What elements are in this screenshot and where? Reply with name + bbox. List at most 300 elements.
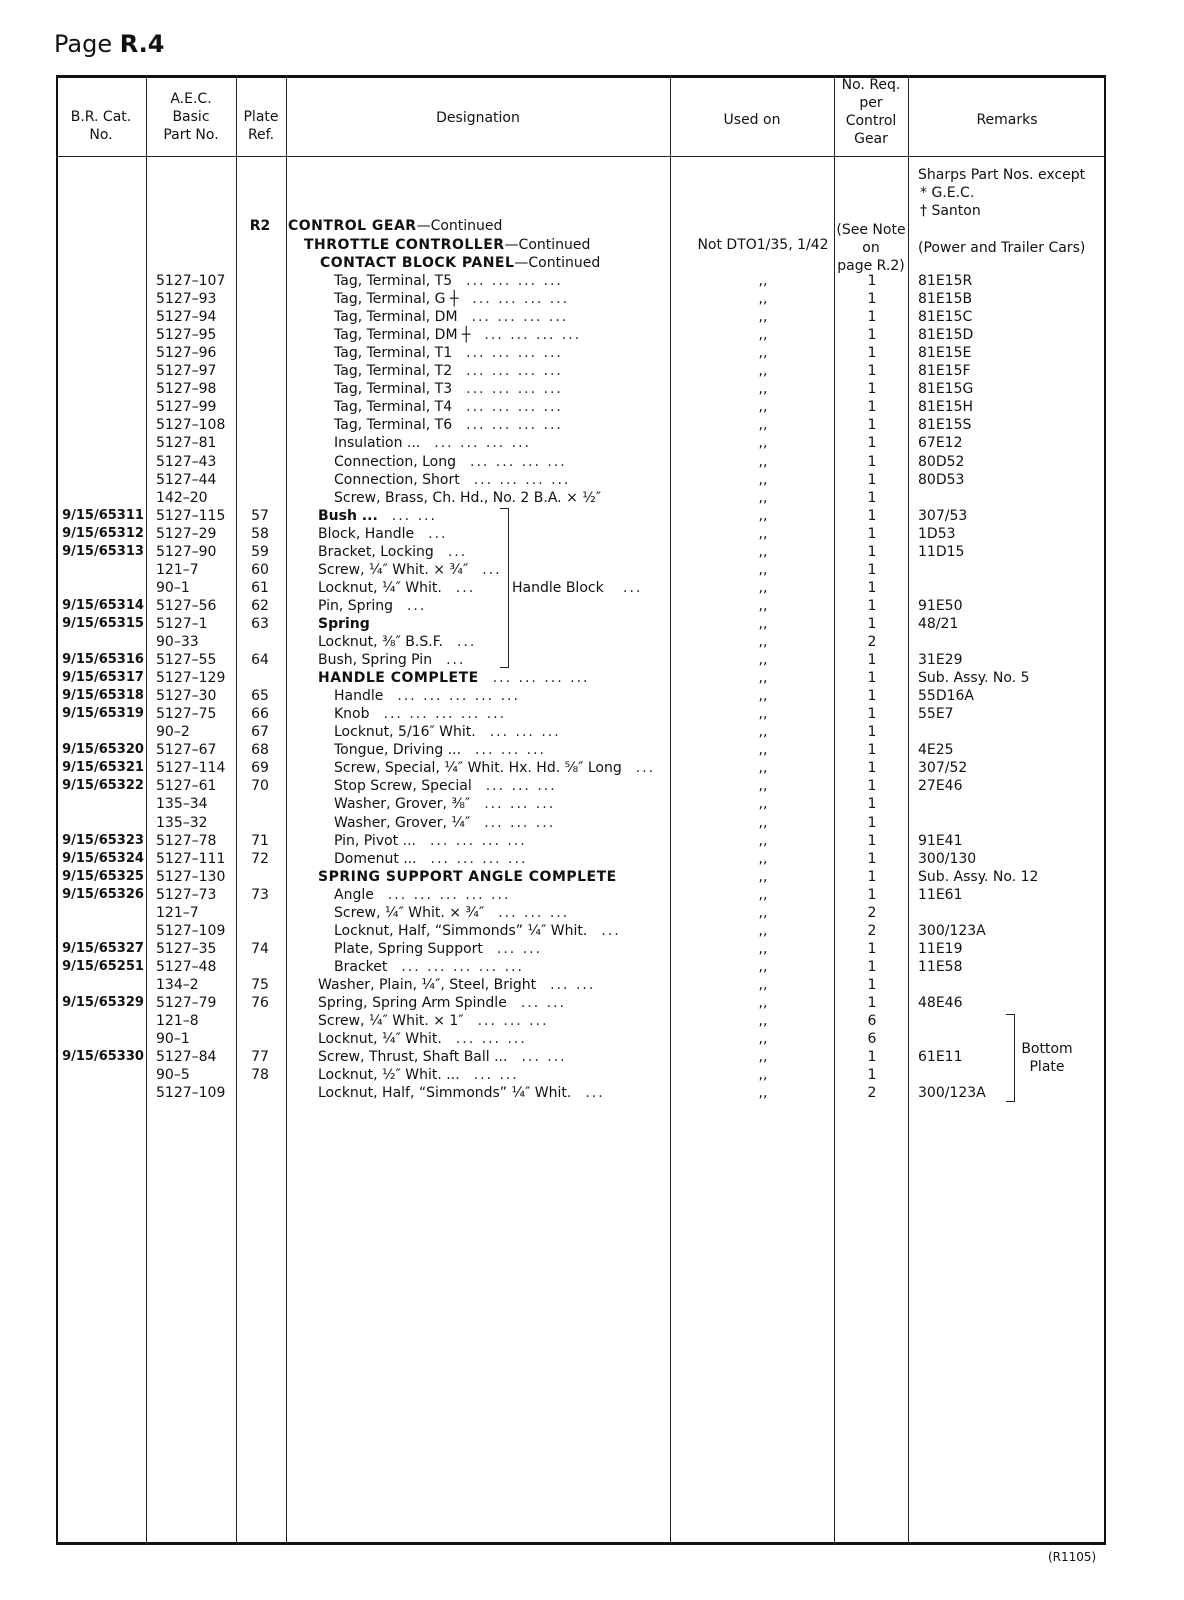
designation: Bush ... ... ... (318, 507, 437, 524)
br-cat-no: 9/15/65321 (62, 760, 144, 776)
table-row (56, 1030, 1106, 1048)
aec-part-no: 134–2 (156, 976, 199, 993)
used-on: ,, (758, 327, 768, 344)
designation: Spring, Spring Arm Spindle ... ... (318, 995, 566, 1011)
aec-part-no: 135–34 (156, 796, 208, 813)
no-req: 2 (867, 904, 877, 921)
designation: Pin, Spring ... (318, 597, 427, 614)
header-designation: Designation (436, 110, 520, 126)
remarks: 81E15S (918, 417, 972, 434)
designation: Locknut, 5/16″ Whit. ... ... ... (334, 724, 561, 741)
table-row (56, 814, 1106, 832)
no-req: 1 (867, 273, 877, 289)
designation: Locknut, Half, “Simmonds” ¼″ Whit. ... (334, 922, 621, 939)
designation: Plate, Spring Support ... ... (334, 940, 543, 957)
no-req: 2 (867, 634, 877, 650)
no-req: 1 (867, 976, 877, 993)
no-req: 1 (867, 327, 877, 344)
table-row (56, 471, 1106, 489)
aec-part-no: 5127–73 (156, 886, 217, 903)
used-on: ,, (758, 471, 768, 488)
table-row (56, 868, 1106, 886)
table-row (56, 976, 1106, 994)
no-req: 1 (867, 652, 877, 669)
aec-part-no: 142–20 (156, 489, 208, 506)
designation: Tag, Terminal, G ┼ ... ... ... ... (334, 291, 570, 308)
table-row (56, 723, 1106, 741)
br-cat-no: 9/15/65324 (62, 850, 144, 866)
header-plate-ref: Plate Ref. (243, 109, 279, 143)
bottom-plate-label: Bottom Plate (1021, 1041, 1073, 1075)
no-req: 1 (867, 1049, 877, 1066)
table-row (56, 1012, 1106, 1030)
designation: Screw, Thrust, Shaft Ball ... ... ... (318, 1049, 567, 1066)
table-row (56, 669, 1106, 687)
aec-part-no: 5127–44 (156, 471, 217, 488)
table-row (56, 272, 1106, 290)
plate-ref: 67 (251, 724, 269, 741)
no-req: 1 (867, 688, 877, 705)
plate-ref: 77 (251, 1049, 269, 1066)
remarks: 67E12 (918, 435, 963, 452)
plate-ref: 73 (251, 886, 269, 903)
remarks: 55E7 (918, 706, 954, 723)
designation: Locknut, ¼″ Whit. ... ... ... (318, 1031, 527, 1048)
remarks: 55D16A (918, 688, 974, 705)
designation: Screw, ¼″ Whit. × ¾″ ... ... ... (334, 904, 570, 921)
br-cat-no: 9/15/65330 (62, 1049, 144, 1065)
aec-part-no: 5127–1 (156, 615, 208, 632)
remarks: 307/52 (918, 760, 968, 777)
remarks: 300/130 (918, 850, 977, 867)
designation: Domenut ... ... ... ... ... (334, 850, 528, 867)
no-req: 1 (867, 760, 877, 777)
table-row (56, 543, 1106, 561)
remarks: 81E15R (918, 273, 973, 289)
table-row (56, 507, 1106, 525)
no-req: 1 (867, 706, 877, 723)
used-on: ,, (758, 922, 768, 939)
plate-ref: 61 (251, 579, 269, 596)
aec-part-no: 135–32 (156, 814, 208, 831)
designation: Knob ... ... ... ... ... (334, 706, 507, 723)
table-row (56, 904, 1106, 922)
plate-ref: 76 (251, 995, 269, 1011)
designation: Locknut, ½″ Whit. ... ... ... (318, 1067, 519, 1084)
used-on: ,, (758, 1031, 768, 1048)
plate-ref: 70 (251, 778, 269, 795)
remarks: 300/123A (918, 922, 986, 939)
designation: Screw, ¼″ Whit. × ¾″ ... (318, 561, 502, 578)
header-no-req: No. Req. per Control Gear (841, 77, 901, 147)
page-label-prefix: Page (54, 30, 113, 58)
used-on: ,, (758, 597, 768, 614)
table-row (56, 687, 1106, 705)
remarks: 11E19 (918, 940, 963, 957)
used-on: ,, (758, 670, 768, 687)
used-on: ,, (758, 976, 768, 993)
table-row (56, 525, 1106, 543)
used-on: ,, (758, 435, 768, 452)
designation: Insulation ... ... ... ... ... (334, 435, 532, 452)
table-row (56, 994, 1106, 1012)
aec-part-no: 90–1 (156, 579, 190, 596)
no-req: 1 (867, 381, 877, 398)
no-req: 1 (867, 615, 877, 632)
used-on: ,, (758, 507, 768, 524)
aec-part-no: 121–8 (156, 1013, 199, 1030)
designation: Tag, Terminal, DM ... ... ... ... (334, 309, 569, 326)
aec-part-no: 5127–90 (156, 543, 217, 560)
handle-block-brace (500, 508, 509, 668)
designation: Locknut, ¼″ Whit. ... (318, 579, 476, 596)
header-br-cat: B.R. Cat. No. (70, 109, 132, 143)
table-row (56, 1084, 1106, 1102)
aec-part-no: 5127–48 (156, 958, 217, 975)
remarks: 81E15E (918, 345, 972, 362)
no-req: 1 (867, 796, 877, 813)
br-cat-no: 9/15/65325 (62, 868, 144, 884)
remarks: 11E61 (918, 886, 963, 903)
table-row (56, 1048, 1106, 1066)
footer-code: (R1105) (1048, 1550, 1097, 1564)
designation: Bracket ... ... ... ... ... (334, 958, 524, 975)
plate-ref: 75 (251, 976, 269, 993)
used-on: ,, (758, 291, 768, 308)
remarks: 307/53 (918, 507, 968, 524)
remarks: 300/123A (918, 1085, 986, 1102)
aec-part-no: 5127–43 (156, 453, 217, 470)
designation: Bracket, Locking ... (318, 543, 468, 560)
remarks: Sub. Assy. No. 12 (918, 868, 1039, 885)
table-row (56, 832, 1106, 850)
used-on: ,, (758, 706, 768, 723)
plate-ref: 72 (251, 850, 269, 867)
aec-part-no: 5127–114 (156, 760, 226, 777)
used-on: ,, (758, 1085, 768, 1102)
aec-part-no: 5127–93 (156, 291, 217, 308)
plate-ref: 78 (251, 1067, 269, 1084)
aec-part-no: 5127–61 (156, 778, 217, 795)
designation: Angle ... ... ... ... ... (334, 886, 511, 903)
designation: Stop Screw, Special ... ... ... (334, 778, 557, 795)
used-on: ,, (758, 958, 768, 975)
br-cat-no: 9/15/65329 (62, 995, 144, 1010)
used-on: ,, (758, 1013, 768, 1030)
aec-part-no: 5127–67 (156, 742, 217, 759)
no-req: 1 (867, 309, 877, 326)
aec-part-no: 5127–56 (156, 597, 217, 614)
aec-part-no: 5127–98 (156, 381, 217, 398)
used-on: ,, (758, 724, 768, 741)
remarks: 27E46 (918, 778, 963, 795)
no-req: 1 (867, 778, 877, 795)
used-on: ,, (758, 850, 768, 867)
used-on: ,, (758, 634, 768, 650)
aec-part-no: 5127–30 (156, 688, 217, 705)
page-number: R.4 (119, 30, 165, 58)
no-req-note: (See Note on page R.2) (836, 222, 906, 274)
table-row (56, 651, 1106, 669)
designation: Pin, Pivot ... ... ... ... ... (334, 832, 527, 849)
remarks: 80D53 (918, 471, 965, 488)
used-on: ,, (758, 345, 768, 362)
plate-ref: 71 (251, 832, 269, 849)
table-row (56, 597, 1106, 615)
used-on: ,, (758, 886, 768, 903)
used-on: ,, (758, 561, 768, 578)
header-used-on: Used on (723, 112, 781, 128)
no-req: 6 (867, 1031, 877, 1048)
remarks: 48/21 (918, 615, 959, 632)
no-req: 1 (867, 958, 877, 975)
no-req: 1 (867, 417, 877, 434)
br-cat-no: 9/15/65311 (62, 507, 144, 523)
remarks: 81E15B (918, 291, 973, 308)
aec-part-no: 5127–96 (156, 345, 217, 362)
designation: Tongue, Driving ... ... ... ... (334, 742, 546, 759)
table-row (56, 308, 1106, 326)
table-row (56, 615, 1106, 633)
br-cat-no: 9/15/65251 (62, 958, 144, 974)
table-row (56, 344, 1106, 362)
aec-part-no: 121–7 (156, 904, 199, 921)
aec-part-no: 90–2 (156, 724, 190, 741)
plate-ref: 57 (251, 507, 269, 524)
used-on: ,, (758, 652, 768, 669)
header-rule (56, 156, 1106, 157)
designation: Locknut, ⅜″ B.S.F. ... (318, 634, 477, 650)
used-on: ,, (758, 615, 768, 632)
aec-part-no: 90–5 (156, 1067, 190, 1084)
plate-ref: 69 (251, 760, 269, 777)
remarks: 81E15G (918, 381, 974, 398)
br-cat-no: 9/15/65317 (62, 670, 144, 686)
no-req: 1 (867, 525, 877, 542)
table-row (56, 434, 1106, 452)
aec-part-no: 5127–130 (156, 868, 226, 885)
table-row (56, 922, 1106, 940)
no-req: 1 (867, 489, 877, 506)
plate-ref: 66 (251, 706, 269, 723)
section-control-gear: R2 CONTROL GEAR—Continued (249, 218, 503, 234)
aec-part-no: 5127–97 (156, 363, 217, 380)
table-row (56, 380, 1106, 398)
no-req: 1 (867, 995, 877, 1011)
table-row (56, 561, 1106, 579)
used-on: ,, (758, 363, 768, 380)
remarks-note: Sharps Part Nos. except * G.E.C. † Santon (918, 167, 1086, 219)
plate-ref: 62 (251, 597, 269, 614)
no-req: 1 (867, 435, 877, 452)
aec-part-no: 90–33 (156, 634, 199, 650)
handle-block-label: Handle Block ... (512, 580, 643, 596)
remarks: 61E11 (918, 1049, 963, 1066)
br-cat-no: 9/15/65316 (62, 652, 144, 668)
designation: Tag, Terminal, T5 ... ... ... ... (334, 273, 563, 289)
designation: Screw, ¼″ Whit. × 1″ ... ... ... (318, 1013, 549, 1030)
no-req: 1 (867, 886, 877, 903)
remarks: 31E29 (918, 652, 963, 669)
designation: Connection, Long ... ... ... ... (334, 453, 567, 470)
used-on: ,, (758, 489, 768, 506)
plate-ref: 59 (251, 543, 269, 560)
remarks: 81E15H (918, 399, 974, 416)
no-req: 1 (867, 742, 877, 759)
remarks: 81E15D (918, 327, 974, 344)
designation: Connection, Short ... ... ... ... (334, 471, 571, 488)
table-row (56, 290, 1106, 308)
used-on: ,, (758, 417, 768, 434)
no-req: 1 (867, 940, 877, 957)
designation: Tag, Terminal, DM ┼ ... ... ... ... (334, 327, 582, 344)
remarks: 11E58 (918, 958, 963, 975)
section-throttle-controller: THROTTLE CONTROLLER—Continued Not DTO1/35, 1/42 (304, 237, 829, 253)
designation: SPRING SUPPORT ANGLE COMPLETE (318, 868, 617, 885)
table-row (56, 759, 1106, 777)
table-row (56, 398, 1106, 416)
br-cat-no: 9/15/65326 (62, 886, 144, 902)
aec-part-no: 5127–94 (156, 309, 217, 326)
used-on: ,, (758, 940, 768, 957)
bottom-plate-brace (1006, 1014, 1015, 1102)
no-req: 1 (867, 850, 877, 867)
no-req: 2 (867, 1085, 877, 1102)
no-req: 1 (867, 579, 877, 596)
used-on: ,, (758, 543, 768, 560)
designation: Washer, Grover, ⅜″ ... ... ... (334, 796, 556, 813)
aec-part-no: 121–7 (156, 561, 199, 578)
table-row (56, 362, 1106, 380)
table-row (56, 741, 1106, 759)
header-remarks: Remarks (976, 112, 1038, 128)
designation: Tag, Terminal, T3 ... ... ... ... (334, 381, 563, 398)
br-cat-no: 9/15/65318 (62, 688, 144, 704)
used-on: ,, (758, 579, 768, 596)
br-cat-no: 9/15/65314 (62, 597, 144, 613)
designation: Tag, Terminal, T1 ... ... ... ... (334, 345, 563, 362)
aec-part-no: 5127–79 (156, 995, 217, 1011)
table-row (56, 633, 1106, 651)
used-on: ,, (758, 796, 768, 813)
no-req: 1 (867, 814, 877, 831)
br-cat-no: 9/15/65319 (62, 706, 144, 722)
no-req: 1 (867, 363, 877, 380)
section-remarks: (Power and Trailer Cars) (918, 240, 1086, 256)
used-on: ,, (758, 832, 768, 849)
section-contact-block-panel: CONTACT BLOCK PANEL—Continued (320, 255, 601, 271)
used-on: ,, (758, 381, 768, 398)
no-req: 6 (867, 1013, 877, 1030)
designation: Tag, Terminal, T6 ... ... ... ... (334, 417, 563, 434)
plate-ref: 58 (251, 525, 269, 542)
table-row (56, 705, 1106, 723)
remarks: 1D53 (918, 525, 956, 542)
aec-part-no: 5127–75 (156, 706, 217, 723)
table-row (56, 777, 1106, 795)
header-aec-part: A.E.C. Basic Part No. (163, 91, 219, 143)
aec-part-no: 5127–129 (156, 670, 226, 687)
aec-part-no: 5127–78 (156, 832, 217, 849)
aec-part-no: 5127–95 (156, 327, 217, 344)
designation: Spring (318, 615, 370, 632)
designation: Screw, Brass, Ch. Hd., No. 2 B.A. × ½″ (334, 489, 602, 506)
used-on: ,, (758, 273, 768, 289)
br-cat-no: 9/15/65327 (62, 940, 144, 956)
plate-ref: 60 (251, 561, 269, 578)
table-row (56, 850, 1106, 868)
designation: Block, Handle ... (318, 525, 448, 542)
plate-ref: 63 (251, 615, 269, 632)
no-req: 1 (867, 543, 877, 560)
used-on: ,, (758, 868, 768, 885)
no-req: 1 (867, 471, 877, 488)
no-req: 1 (867, 507, 877, 524)
aec-part-no: 5127–109 (156, 922, 226, 939)
designation: HANDLE COMPLETE ... ... ... ... (318, 670, 590, 687)
aec-part-no: 90–1 (156, 1031, 190, 1048)
table-row (56, 453, 1106, 471)
used-on: ,, (758, 814, 768, 831)
plate-ref: 68 (251, 742, 269, 759)
aec-part-no: 5127–35 (156, 940, 217, 957)
br-cat-no: 9/15/65312 (62, 525, 144, 541)
designation: Screw, Special, ¼″ Whit. Hx. Hd. ⅝″ Long ... (334, 760, 656, 777)
table-row (56, 795, 1106, 813)
used-on: ,, (758, 742, 768, 759)
table-row (56, 416, 1106, 434)
aec-part-no: 5127–55 (156, 652, 217, 669)
aec-part-no: 5127–81 (156, 435, 217, 452)
no-req: 1 (867, 868, 877, 885)
remarks: 48E46 (918, 995, 963, 1011)
br-cat-no: 9/15/65315 (62, 615, 144, 631)
used-on: ,, (758, 760, 768, 777)
plate-ref: 65 (251, 688, 269, 705)
plate-ref: 74 (251, 940, 269, 957)
no-req: 1 (867, 670, 877, 687)
used-on: ,, (758, 399, 768, 416)
remarks: 91E41 (918, 832, 963, 849)
designation: Locknut, Half, “Simmonds” ¼″ Whit. ... (318, 1085, 605, 1102)
no-req: 1 (867, 597, 877, 614)
used-on: ,, (758, 778, 768, 795)
remarks: 4E25 (918, 742, 954, 759)
remarks: Sub. Assy. No. 5 (918, 670, 1030, 687)
no-req: 1 (867, 345, 877, 362)
no-req: 1 (867, 832, 877, 849)
br-cat-no: 9/15/65313 (62, 543, 144, 559)
table-row (56, 886, 1106, 904)
remarks: 11D15 (918, 543, 965, 560)
used-on: ,, (758, 904, 768, 921)
aec-part-no: 5127–108 (156, 417, 226, 434)
used-on: ,, (758, 1067, 768, 1084)
no-req: 1 (867, 399, 877, 416)
table-row (56, 958, 1106, 976)
no-req: 1 (867, 291, 877, 308)
designation: Tag, Terminal, T2 ... ... ... ... (334, 363, 563, 380)
aec-part-no: 5127–115 (156, 507, 226, 524)
used-on: ,, (758, 525, 768, 542)
aec-part-no: 5127–84 (156, 1049, 217, 1066)
designation: Washer, Plain, ¼″, Steel, Bright ... ... (318, 976, 596, 993)
designation: Bush, Spring Pin ... (318, 652, 466, 669)
page-label (54, 30, 165, 58)
plate-ref: 64 (251, 652, 269, 669)
designation: Tag, Terminal, T4 ... ... ... ... (334, 399, 563, 416)
table-row (56, 1066, 1106, 1084)
